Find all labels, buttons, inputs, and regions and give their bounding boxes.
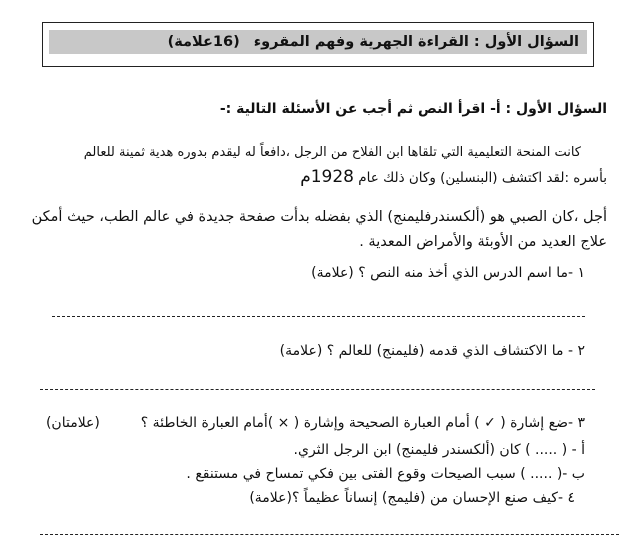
- question-2: ٢ - ما الاكتشاف الذي قدمه (فليمنج) للعالم ؟ (علامة): [279, 343, 585, 359]
- passage-p1-line2: [18, 165, 607, 191]
- passage-year: 1928م: [300, 167, 354, 187]
- passage-p2-line2: علاج العديد من الأوبئة والأمراض المعدية .: [359, 234, 607, 250]
- question-3-item-b[interactable]: ب -( ..... ) سبب الصيحات وقوع الفتى بين فكي تمساح في مستنقع .: [186, 466, 585, 482]
- answer-line-2[interactable]: [40, 389, 595, 390]
- passage-p1-line2-text: بأسره :لقد اكتشف (البنسلين) وكان ذلك عام: [358, 170, 607, 186]
- answer-line-3[interactable]: [40, 534, 619, 535]
- question-header-bar: [49, 30, 587, 54]
- passage-p1-line1: كانت المنحة التعليمية التي تلقاها ابن الفلاح من الرجل ،دافعاً له ليقدم بدوره هدية ثمينة للعالم: [83, 145, 581, 160]
- question-3-marks: (علامتان): [45, 415, 100, 431]
- question-3: [46, 415, 585, 431]
- passage-p2-line1: أجل ،كان الصبي هو (ألكسندرفليمنج) الذي بفضله بدأت صفحة جديدة في عالم الطب، حيث أمكن: [31, 209, 607, 225]
- header-marks: (16علامة): [167, 34, 240, 50]
- section-heading: السؤال الأول : أ- اقرأ النص ثم أجب عن الأسئلة التالية :-: [219, 101, 607, 117]
- question-3-text: ٣ -ضع إشارة ( ✓ ) أمام العبارة الصحيحة وإشارة ( × )أمام العبارة الخاطئة ؟: [140, 415, 585, 431]
- question-header-box: [42, 22, 594, 67]
- header-title: السؤال الأول : القراءة الجهرية وفهم المقروء: [253, 34, 579, 50]
- question-4: ٤ -كيف صنع الإحسان من (فليمج) إنساناً عظيماً ؟(علامة): [249, 490, 575, 506]
- question-1: ١ -ما اسم الدرس الذي أخذ منه النص ؟ (علامة): [311, 265, 585, 281]
- passage-paragraph-1: [18, 140, 607, 191]
- passage-paragraph-2: [18, 205, 607, 255]
- question-3-item-a[interactable]: أ - ( ..... ) كان (ألكسندر فليمنج) ابن الرجل الثري.: [293, 442, 585, 458]
- answer-line-1[interactable]: [52, 316, 585, 317]
